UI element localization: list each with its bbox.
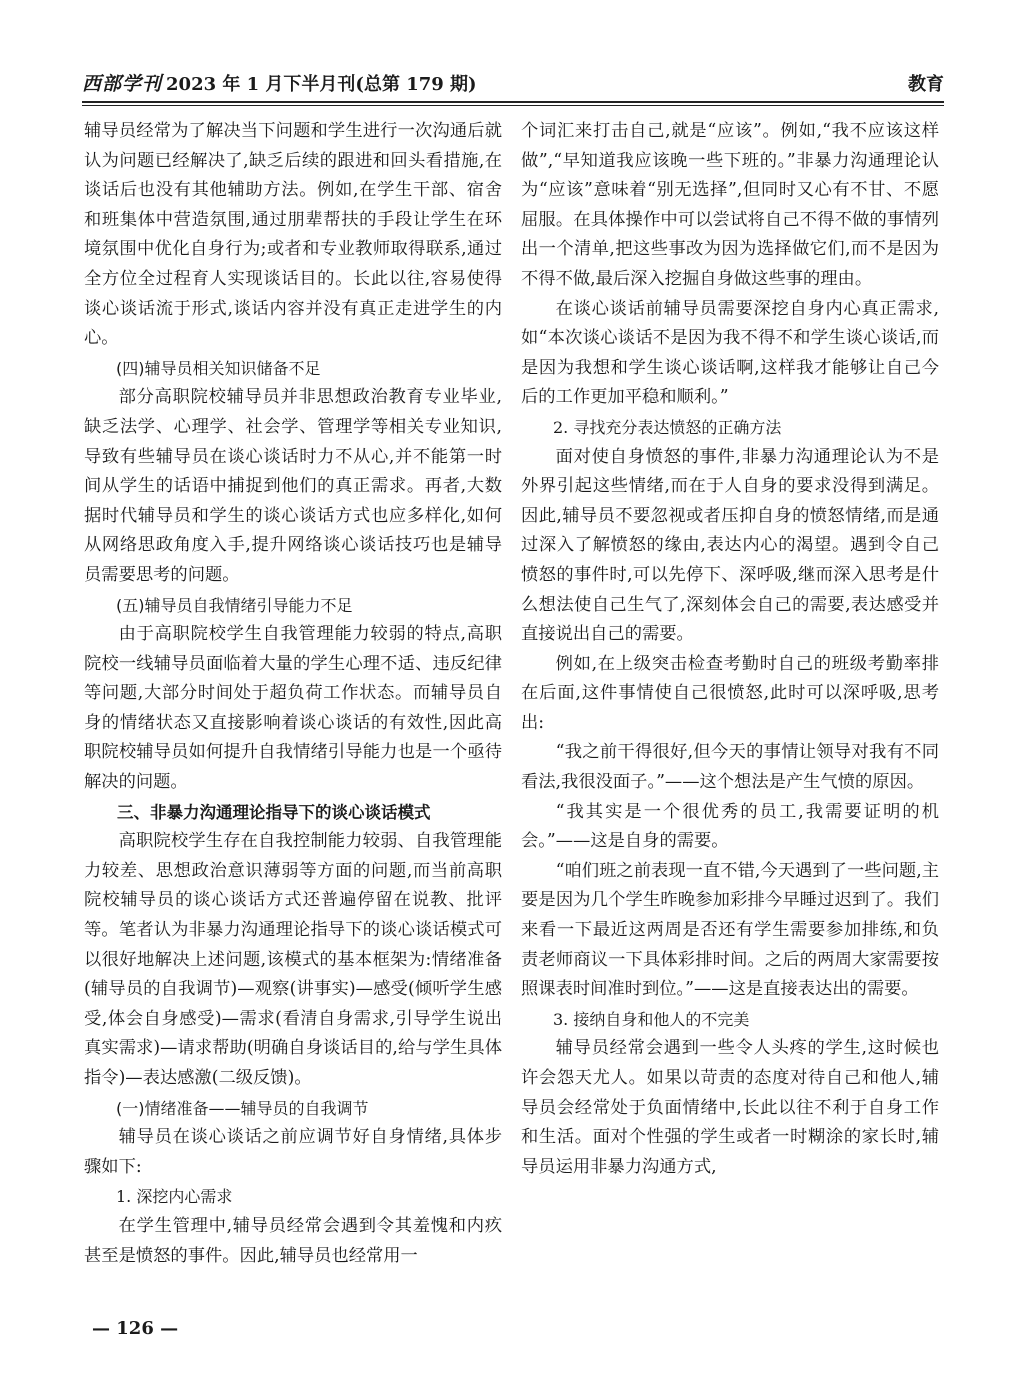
- subsection-heading: (一)情绪准备——辅导员的自我调节: [116, 1098, 369, 1118]
- page-header: [82, 66, 944, 96]
- paragraph: 辅导员经常为了解决当下问题和学生进行一次沟通后就认为问题已经解决了,缺乏后续的跟进和回头看措施,在谈话后也没有其他辅助方法。例如,在学生干部、宿舍和班集体中营造氛围,通过朋辈帮扶的手段让学生在环境氛围中优化自身行为;或者和专业教师取得联系,通过全方位全过程育人实现谈话目的。长此以往,容易使得谈心谈话流于形式,谈话内容并没有真正走进学生的内心。: [84, 121, 502, 349]
- paragraph: 辅导员经常会遇到一些令人头疼的学生,这时候也许会怨天尤人。如果以苛责的态度对待自己和他人,辅导员会经常处于负面情绪中,长此以往不利于自身工作和生活。面对个性强的学生或者一时糊涂的家长时,辅导员运用非暴力沟通方式,: [521, 1038, 939, 1177]
- section-label: 教育: [908, 74, 944, 95]
- subsection-heading: (五)辅导员自我情绪引导能力不足: [116, 595, 353, 615]
- paragraph: 高职院校学生存在自我控制能力较弱、自我管理能力较差、思想政治意识薄弱等方面的问题,而当前高职院校辅导员的谈心谈话方式还普遍停留在说教、批评等。笔者认为非暴力沟通理论指导下的谈心谈话模式可以很好地解决上述问题,该模式的基本框架为:情绪准备(辅导员的自我调节)—观察(讲事实)—感受(倾听学生感受,体会自身感受)—需求(看清自身需求,引导学生说出真实需求)—请求帮助(明确自身谈话目的,给与学生具体指令)—表达感激(二级反馈)。: [84, 831, 502, 1088]
- paragraph: 由于高职院校学生自我管理能力较弱的特点,高职院校一线辅导员面临着大量的学生心理不适、违反纪律等问题,大部分时间处于超负荷工作状态。而辅导员自身的情绪状态又直接影响着谈心谈话的有效性,因此高职院校辅导员如何提升自我情绪引导能力也是一个亟待解决的问题。: [84, 624, 502, 793]
- paragraph: “我之前干得很好,但今天的事情让领导对我有不同看法,我很没面子。”——这个想法是产生气愤的原因。: [521, 742, 939, 793]
- paragraph: 在学生管理中,辅导员经常会遇到令其羞愧和内疚甚至是愤怒的事件。因此,辅导员也经常用一: [84, 1215, 502, 1266]
- journal-logo: 西部学刊: [82, 73, 163, 95]
- paragraph: 例如,在上级突击检查考勤时自己的班级考勤率排在后面,这件事情使自己很愤怒,此时可以深呼吸,思考出:: [521, 653, 939, 733]
- header-rule: [82, 101, 944, 103]
- issue-info: 2023 年 1 月下半月刊(总第 179 期): [166, 74, 477, 95]
- paragraph: 辅导员在谈心谈话之前应调节好自身情绪,具体步骤如下:: [84, 1127, 502, 1177]
- subsection-heading: (四)辅导员相关知识储备不足: [116, 358, 321, 378]
- page-number: — 126 —: [92, 1318, 179, 1339]
- section-heading: 三、非暴力沟通理论指导下的谈心谈话模式: [117, 802, 431, 822]
- left-column: [84, 117, 502, 1271]
- step-heading: 1. 深挖内心需求: [116, 1187, 233, 1207]
- paragraph: 面对使自身愤怒的事件,非暴力沟通理论认为不是外界引起这些情绪,而在于人自身的要求没得到满足。因此,辅导员不要忽视或者压抑自身的愤怒情绪,而是通过深入了解愤怒的缘由,表达内心的渴望。遇到令自己愤怒的事件时,可以先停下、深呼吸,继而深入思考是什么想法使自己生气了,深刻体会自己的需要,表达感受并直接说出自己的需要。: [521, 446, 939, 645]
- paragraph: “咱们班之前表现一直不错,今天遇到了一些问题,主要是因为几个学生昨晚参加彩排今早睡过迟到了。我们来看一下最近这两周是否还有学生需要参加排练,和负责老师商议一下具体彩排时间。之后的两周大家需要按照课表时间准时到位。”——这是直接表达出的需要。: [521, 860, 939, 1000]
- step-heading: 3. 接纳自身和他人的不完美: [553, 1009, 750, 1029]
- paragraph: 个词汇来打击自己,就是“应该”。例如,“我不应该这样做”,“早知道我应该晚一些下班的。”非暴力沟通理论认为“应该”意味着“别无选择”,但同时又心有不甘、不愿屈服。在具体操作中可以尝试将自己不得不做的事情列出一个清单,把这些事改为因为选择做它们,而不是因为不得不做,最后深入挖掘自身做这些事的理由。: [521, 121, 939, 289]
- right-column: [521, 117, 939, 1182]
- header-left: [82, 69, 477, 96]
- paragraph: 在谈心谈话前辅导员需要深挖自身内心真正需求,如“本次谈心谈话不是因为我不得不和学生谈心谈话,而是因为我想和学生谈心谈话啊,这样我才能够让自己今后的工作更加平稳和顺利。”: [521, 298, 939, 408]
- header-rule-thin: [82, 105, 944, 106]
- paragraph: 部分高职院校辅导员并非思想政治教育专业毕业,缺乏法学、心理学、社会学、管理学等相关专业知识,导致有些辅导员在谈心谈话时力不从心,并不能第一时间从学生的话语中捕捉到他们的真正需求。再者,大数据时代辅导员和学生的谈心谈话方式也应多样化,如何从网络思政角度入手,提升网络谈心谈话技巧也是辅导员需要思考的问题。: [84, 387, 502, 585]
- paragraph: “我其实是一个很优秀的员工,我需要证明的机会。”——这是自身的需要。: [521, 801, 939, 852]
- step-heading: 2. 寻找充分表达愤怒的正确方法: [553, 417, 782, 437]
